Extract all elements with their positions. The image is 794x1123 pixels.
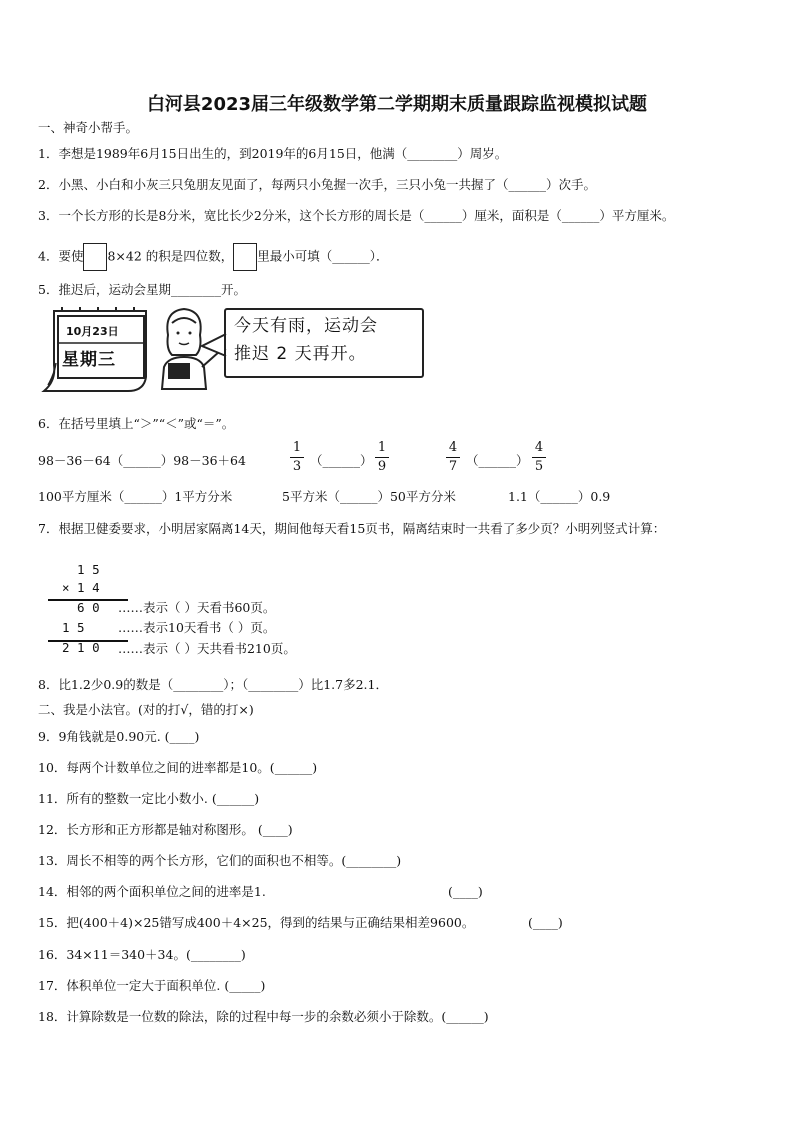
q6-comparison-decimal: 1.1（______）0.9 [508,489,611,504]
vertical-calc-line-4: 1 5 [62,620,85,635]
vertical-calc-line-3: 6 0 [62,600,100,615]
question-10: 10．每两个计数单位之间的进率都是10。(______) [38,760,318,775]
fraction: 1 9 [375,440,389,475]
calendar-date: 10月23日 [66,325,119,338]
question-16: 16．34×11＝340＋34。(________) [38,947,246,962]
q6-compare-blank: （______） [310,453,373,468]
calc-note-2: ……表示10天看书（ ）页。 [118,620,276,635]
question-11: 11．所有的整数一定比小数小. (______) [38,791,260,806]
calc-note-3: ……表示（ ）天共看书210页。 [118,641,296,656]
fraction: 1 3 [290,440,304,475]
question-18: 18．计算除数是一位数的除法，除的过程中每一步的余数必须小于除数。(______) [38,1009,489,1024]
answer-box[interactable] [83,243,107,271]
calc-note-1: ……表示（ ）天看书60页。 [118,600,276,615]
answer-box[interactable] [233,243,257,271]
question-14-answer: (____) [448,884,483,899]
question-9: 9．9角钱就是0.90元. (____) [38,729,200,744]
q6-comparison-area-1: 100平方厘米（______）1平方分米 [38,489,233,504]
question-4 [38,243,389,271]
question-4-part-b: 8×42 的积是四位数， [107,248,234,264]
question-1: 1．李想是1989年6月15日出生的，到2019年的6月15日，他满（________）周岁。 [38,146,508,161]
question-15-answer: (____) [528,915,563,930]
question-7: 7．根据卫健委要求，小明居家隔离14天，期间他每天看15页书，隔离结束时一共看了多少页？小明列竖式计算： [38,521,666,536]
bubble-line-1: 今天有雨，运动会 [234,316,378,336]
question-8: 8．比1.2少0.9的数是（________）；（________）比1.7多2.1． [38,677,388,692]
bubble-line-2: 推迟 2 天再开。 [234,344,367,364]
q6-comparison-1: 98－36－64（______）98－36＋64 [38,453,246,468]
question-6: 6．在括号里填上“＞”“＜”或“＝”。 [38,416,235,431]
question-3: 3．一个长方形的长是8分米，宽比长少2分米，这个长方形的周长是（______）厘米，面积是（______）平方厘米。 [38,208,675,223]
question-2: 2．小黑、小白和小灰三只兔朋友见面了，每两只小兔握一次手，三只小兔一共握了（______）次手。 [38,177,596,192]
question-4-part-a: 4．要使 [38,248,84,264]
question-12: 12．长方形和正方形都是轴对称图形。 (____) [38,822,293,837]
question-4-part-c: 里最小可填（______）． [257,248,389,264]
q6-compare-blank: （______） [466,453,529,468]
question-17: 17．体积单位一定大于面积单位. (_____) [38,978,266,993]
vertical-calc-line-5: 2 1 0 [62,640,100,655]
question-13: 13．周长不相等的两个长方形，它们的面积也不相等。(________) [38,853,402,868]
vertical-calc-line-1: 1 5 [62,562,100,577]
question-5: 5．推迟后，运动会星期________开。 [38,282,246,297]
question-14: 14．相邻的两个面积单位之间的进率是1. [38,884,266,899]
fraction: 4 5 [532,440,546,475]
question-15: 15．把(400＋4)×25错写成400＋4×25，得到的结果与正确结果相差9600。 [38,915,475,930]
section-heading-2: 二、我是小法官。(对的打√，错的打×) [38,702,254,717]
fraction: 4 7 [446,440,460,475]
section-heading-1: 一、神奇小帮手。 [38,120,139,135]
q6-comparison-area-2: 5平方米（______）50平方分米 [282,489,456,504]
speech-bubble-text [234,312,378,368]
calendar-weekday: 星期三 [62,350,116,370]
page-title: 白河县2023届三年级数学第二学期期末质量跟踪监视模拟试题 [146,94,648,115]
vertical-calc-line-2: × 1 4 [62,580,100,595]
